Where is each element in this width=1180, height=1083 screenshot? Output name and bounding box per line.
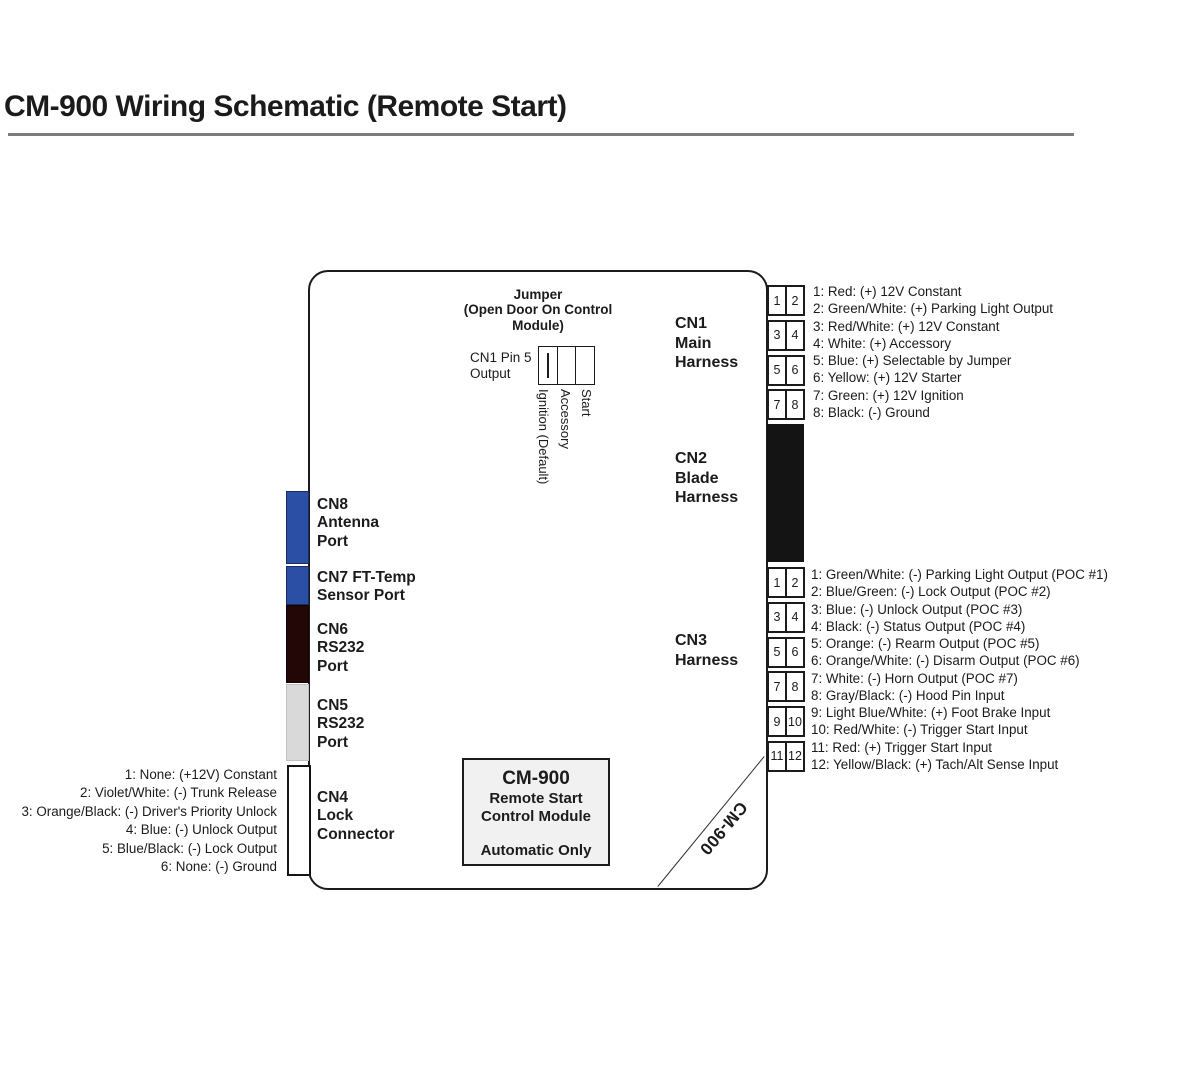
cn7-ft-temp-port-connector xyxy=(286,566,309,605)
cn5-port-label-line: Port xyxy=(317,733,348,751)
cn4-port-label-line: Lock xyxy=(317,807,354,825)
cn8-port-label-line: CN8 xyxy=(317,496,349,513)
cn4-pin-description: 1: None: (+12V) Constant xyxy=(124,767,277,782)
cn1-pin-cell: 8 xyxy=(785,389,805,420)
cn1-pin-cell: 7 xyxy=(767,389,785,420)
cn1-pin-cell: 5 xyxy=(767,355,785,386)
cn1-pin-cell: 3 xyxy=(767,320,785,351)
cn4-port-label-line: Connector xyxy=(317,825,395,843)
cn1-pin-description: 4: White: (+) Accessory xyxy=(813,335,952,351)
cn3-pin-cell: 10 xyxy=(785,706,805,737)
cn3-pin-description: 1: Green/White: (-) Parking Light Output (POC #1) xyxy=(811,567,1108,582)
jumper-cell-accessory xyxy=(558,347,577,384)
cn2-harness-label-line: CN2 xyxy=(675,450,708,467)
jumper-heading xyxy=(447,287,629,333)
cn3-pin-description: 4: Black: (-) Status Output (POC #4) xyxy=(811,618,1026,634)
jumper-position-start: Start xyxy=(579,389,594,417)
cn4-pin-description: 3: Orange/Black: (-) Driver's Priority Unlock xyxy=(21,803,277,819)
jumper-heading-line: Module) xyxy=(512,317,564,333)
cn2-harness-label-line: Harness xyxy=(675,489,739,506)
cn2-harness-label xyxy=(675,449,738,508)
cn4-pin-description: 4: Blue: (-) Unlock Output xyxy=(125,822,277,838)
cn5-port-label-line: CN5 xyxy=(317,697,349,714)
cn3-pin-cell: 6 xyxy=(785,637,805,668)
cn6-port-label-line: CN6 xyxy=(317,621,349,638)
module-name-box xyxy=(462,758,610,866)
cn3-pin-description: 12: Yellow/Black: (+) Tach/Alt Sense Input xyxy=(811,756,1059,772)
cn1-pin5-output-label xyxy=(470,350,532,381)
cn1-pin5-output-line: Output xyxy=(470,365,511,381)
cn3-harness-label xyxy=(675,631,738,670)
cn4-pin-descriptions xyxy=(0,766,277,877)
cn4-lock-connector-block xyxy=(287,765,311,876)
cn4-port-label xyxy=(317,789,395,844)
cn3-pin-description: 3: Blue: (-) Unlock Output (POC #3) xyxy=(811,601,1023,617)
cn3-pin-description: 2: Blue/Green: (-) Lock Output (POC #2) xyxy=(811,584,1051,600)
cn3-pin-cell: 5 xyxy=(767,637,785,668)
cn1-harness-label-line: Main xyxy=(675,334,712,352)
cn5-rs232-port-connector xyxy=(286,684,309,761)
cn8-port-label-line: Antenna xyxy=(317,514,379,532)
jumper-heading-line: Jumper xyxy=(513,287,563,302)
jumper-pin xyxy=(547,353,550,378)
cn1-pin5-output-line: CN1 Pin 5 xyxy=(470,350,532,365)
cn3-harness-label-line: Harness xyxy=(675,651,739,669)
cn3-pin-description: 6: Orange/White: (-) Disarm Output (POC #6) xyxy=(811,653,1080,669)
cn8-antenna-port-connector xyxy=(286,491,309,564)
cn6-port-label-line: Port xyxy=(317,657,348,675)
cn1-pin-description: 7: Green: (+) 12V Ignition xyxy=(813,387,964,403)
jumper-position-accessory: Accessory xyxy=(558,389,573,449)
cn6-port-label-line: RS232 xyxy=(317,639,365,657)
cn3-pin-cell: 2 xyxy=(785,567,805,598)
cn1-pin-cell: 4 xyxy=(785,320,805,351)
cn3-harness-label-line: CN3 xyxy=(675,632,708,649)
module-subtitle-1: Remote Start xyxy=(489,790,583,807)
jumper-position-ignition: Ignition (Default) xyxy=(536,389,551,485)
case-printed-label: CM-900 xyxy=(695,797,752,859)
cn3-pin-description: 11: Red: (+) Trigger Start Input xyxy=(811,739,992,755)
cn4-port-label-line: CN4 xyxy=(317,789,349,806)
jumper-cell-ignition xyxy=(539,347,558,384)
cn3-pin-descriptions xyxy=(811,566,1108,773)
cn3-pin-description: 10: Red/White: (-) Trigger Start Input xyxy=(811,722,1028,738)
cn3-pin-description: 7: White: (-) Horn Output (POC #7) xyxy=(811,670,1018,686)
jumper-block xyxy=(538,346,595,385)
cn5-port-label-line: RS232 xyxy=(317,715,365,733)
cn1-harness-label xyxy=(675,314,738,373)
cn1-harness-label-line: Harness xyxy=(675,354,739,371)
cn1-harness-label-line: CN1 xyxy=(675,315,708,332)
cn6-rs232-port-connector xyxy=(286,605,309,683)
cn4-pin-description: 6: None: (-) Ground xyxy=(160,859,277,875)
cn3-pin-cell: 8 xyxy=(785,671,805,702)
cn1-pin-description: 1: Red: (+) 12V Constant xyxy=(813,284,962,299)
cn2-blade-connector xyxy=(767,424,804,562)
cn3-pin-cell: 3 xyxy=(767,602,785,633)
cn1-pin-description: 8: Black: (-) Ground xyxy=(813,404,930,420)
cn1-pin-cell: 6 xyxy=(785,355,805,386)
cn5-port-label xyxy=(317,697,364,752)
cn3-pin-description: 9: Light Blue/White: (+) Foot Brake Input xyxy=(811,705,1051,720)
cn4-pin-description: 5: Blue/Black: (-) Lock Output xyxy=(102,840,277,856)
cn1-pin-grid xyxy=(767,285,805,420)
jumper-cell-start xyxy=(576,347,594,384)
cn3-pin-cell: 4 xyxy=(785,602,805,633)
cn3-pin-description: 5: Orange: (-) Rearm Output (POC #5) xyxy=(811,636,1040,651)
jumper-heading-line: (Open Door On Control xyxy=(463,302,613,318)
cn8-port-label xyxy=(317,496,379,551)
cn2-harness-label-line: Blade xyxy=(675,469,719,487)
cn3-pin-cell: 11 xyxy=(767,741,785,772)
cn7-port-label-line: Sensor Port xyxy=(317,587,405,605)
cn3-pin-description: 8: Gray/Black: (-) Hood Pin Input xyxy=(811,687,1005,703)
cn3-pin-cell: 1 xyxy=(767,567,785,598)
cn7-port-label-line: CN7 FT-Temp xyxy=(317,569,416,586)
cn1-pin-descriptions xyxy=(813,283,1053,421)
cn1-pin-cell: 2 xyxy=(785,285,805,316)
module-note: Automatic Only xyxy=(480,842,592,859)
module-name: CM-900 xyxy=(502,768,570,789)
title-underline xyxy=(8,133,1074,136)
cn1-pin-cell: 1 xyxy=(767,285,785,316)
cn3-pin-grid xyxy=(767,567,805,772)
cn1-pin-description: 2: Green/White: (+) Parking Light Output xyxy=(813,301,1054,317)
cn8-port-label-line: Port xyxy=(317,532,348,550)
cn7-port-label xyxy=(317,569,416,606)
cn1-pin-description: 6: Yellow: (+) 12V Starter xyxy=(813,370,962,386)
cn3-pin-cell: 12 xyxy=(785,741,805,772)
cn6-port-label xyxy=(317,621,364,676)
cn1-pin-description: 3: Red/White: (+) 12V Constant xyxy=(813,318,1000,334)
module-subtitle-2: Control Module xyxy=(481,808,591,825)
cn4-pin-description: 2: Violet/White: (-) Trunk Release xyxy=(80,785,277,801)
cn3-pin-cell: 9 xyxy=(767,706,785,737)
cn3-pin-cell: 7 xyxy=(767,671,785,702)
page-title: CM-900 Wiring Schematic (Remote Start) xyxy=(4,90,567,123)
cn1-pin-description: 5: Blue: (+) Selectable by Jumper xyxy=(813,353,1012,368)
